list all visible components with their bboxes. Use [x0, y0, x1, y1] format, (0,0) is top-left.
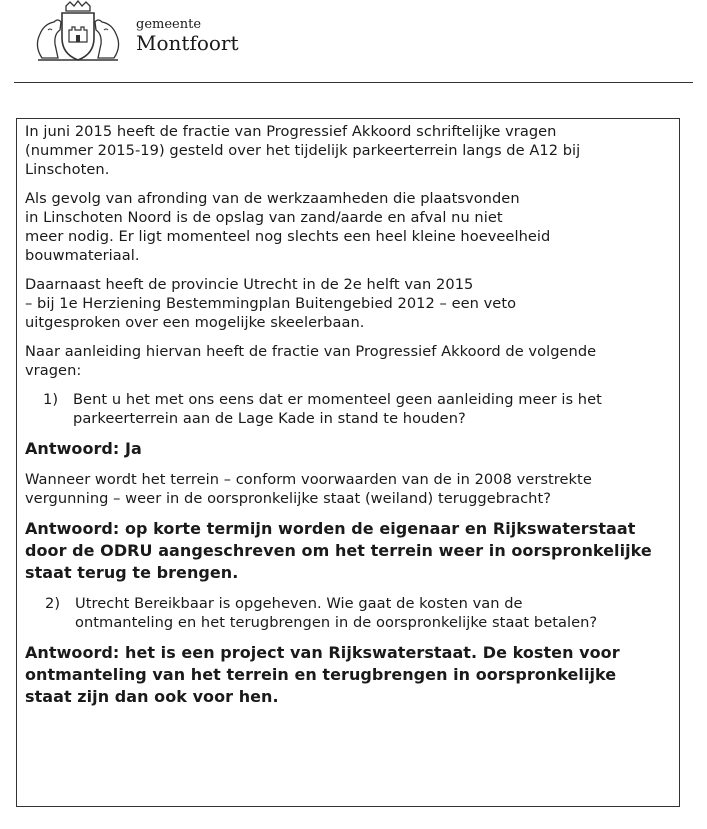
org-prefix: gemeente: [136, 17, 202, 32]
paragraph-questions-lead: Naar aanleiding hiervan heeft de fractie van Progressief Akkoord de volgende vragen:: [25, 343, 597, 379]
question-1: 1) Bent u het met ons eens dat er momenteel geen aanleiding meer is het parkeerterrein aan de Lage Kade in stand te houden?: [43, 391, 602, 427]
municipal-crest-icon: [28, 0, 128, 66]
question-2: 2) Utrecht Bereikbaar is opgeheven. Wie gaat de kosten van de ontmanteling en het terugbrengen in de oorspronkelijke staat betalen?: [45, 595, 598, 631]
answer-2: Antwoord: het is een project van Rijkswaterstaat. De kosten voor ontmanteling van het terrein en terugbrengen in oorspronkelijke staat zijn dan ook voor hen.: [25, 643, 620, 706]
questions-box: [16, 118, 680, 807]
letterhead: [28, 0, 328, 66]
paragraph-province: Daarnaast heeft de provincie Utrecht in de 2e helft van 2015 – bij 1e Herziening Bestemmingplan Buitengebied 2012 – een veto uitgesproken over een mogelijke skeelerbaan.: [25, 276, 517, 331]
question-number: 1): [43, 391, 59, 408]
answer-1: Antwoord: Ja: [25, 439, 142, 458]
header-divider: [14, 82, 693, 83]
organisation-name: [136, 18, 239, 54]
question-1b: Wanneer wordt het terrein – conform voorwaarden van de in 2008 verstrekte vergunning – weer in de oorspronkelijke staat (weiland) teruggebracht?: [25, 471, 592, 507]
org-name: Montfoort: [136, 31, 239, 55]
answer-1b: Antwoord: op korte termijn worden de eigenaar en Rijkswaterstaat door de ODRU aangeschreven om het terrein weer in oorspronkelijke staat terug te brengen.: [25, 519, 652, 582]
paragraph-context: Als gevolg van afronding van de werkzaamheden die plaatsvonden in Linschoten Noord is de opslag van zand/aarde en afval nu niet meer nodig. Er ligt momenteel nog slechts een heel kleine hoeveelheid bouwmateriaal.: [25, 190, 551, 264]
paragraph-intro: In juni 2015 heeft de fractie van Progressief Akkoord schriftelijke vragen (nummer 2015-19) gesteld over het tijdelijk parkeerterrein langs de A12 bij Linschoten.: [25, 123, 581, 178]
question-number: 2): [45, 595, 61, 612]
